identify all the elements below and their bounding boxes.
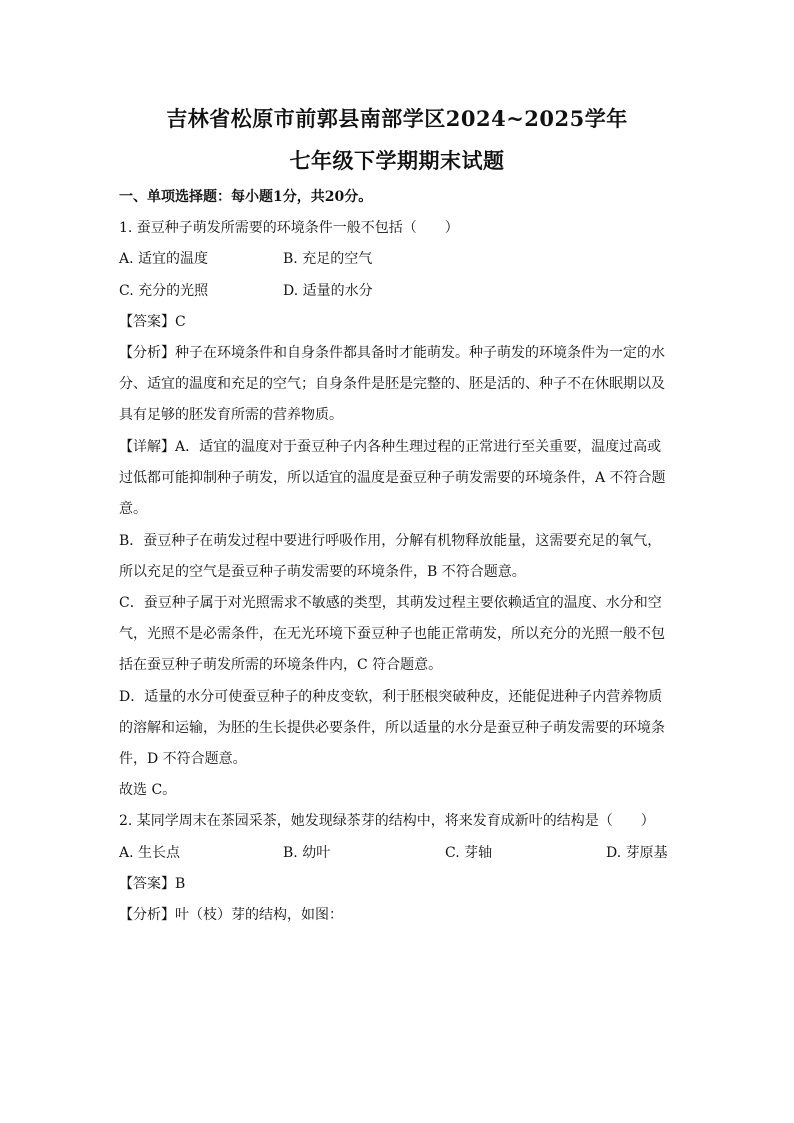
question-1-analysis-line: 分、适宜的温度和充足的空气；自身条件是胚是完整的、胚是活的、种子不在休眠期以及 <box>119 376 665 392</box>
question-2-stem: 2. 某同学周末在茶园采茶，她发现绿茶芽的结构中，将来发育成新叶的结构是（ ） <box>119 813 655 829</box>
question-1-option-a: A. 适宜的温度 <box>119 251 209 267</box>
question-1-detail-line: 气，光照不是必需条件，在无光环境下蚕豆种子也能正常萌发，所以充分的光照一般不包 <box>119 626 665 642</box>
section-heading: 一、单项选择题：每小题1分，共20分。 <box>119 189 373 205</box>
question-1-option-b: B. 充足的空气 <box>283 251 373 267</box>
question-1-option-d: D. 适量的水分 <box>283 283 373 299</box>
question-1-detail-line: 意。 <box>119 501 147 517</box>
question-2-option-b: B. 幼叶 <box>283 845 331 861</box>
question-1-analysis-line: 【分析】种子在环境条件和自身条件都具备时才能萌发。种子萌发的环境条件为一定的水 <box>119 345 665 361</box>
question-2-option-a: A. 生长点 <box>119 845 181 861</box>
question-2-option-d: D. 芽原基 <box>606 845 668 861</box>
question-1-conclusion: 故选 C。 <box>119 782 177 798</box>
question-1-detail-line: C．蚕豆种子属于对光照需求不敏感的类型，其萌发过程主要依赖适宜的温度、水分和空 <box>119 595 662 611</box>
question-1-detail-line: B．蚕豆种子在萌发过程中要进行呼吸作用，分解有机物释放能量，这需要充足的氧气， <box>119 533 662 549</box>
question-1-answer: 【答案】C <box>119 314 186 330</box>
question-1-option-c: C. 充分的光照 <box>119 283 209 299</box>
document-title-line1: 吉林省松原市前郭县南部学区2024~2025学年 <box>166 106 628 131</box>
question-1-detail-line: 的溶解和运输，为胚的生长提供必要条件，所以适量的水分是蚕豆种子萌发需要的环境条 <box>119 720 665 736</box>
question-1-detail-line: 过低都可能抑制种子萌发，所以适宜的温度是蚕豆种子萌发需要的环境条件，A 不符合题 <box>119 470 666 486</box>
question-2-option-c: C. 芽轴 <box>445 845 493 861</box>
question-1-detail-line: 件，D 不符合题意。 <box>119 751 247 767</box>
question-1-analysis-line: 具有足够的胚发育所需的营养物质。 <box>119 407 343 423</box>
question-1-detail-line: 所以充足的空气是蚕豆种子萌发需要的环境条件，B 不符合题意。 <box>119 564 526 580</box>
question-2-answer: 【答案】B <box>119 876 186 892</box>
document-title-line2: 七年级下学期期末试题 <box>289 148 505 173</box>
question-1-detail-line: 括在蚕豆种子萌发所需的环境条件内，C 符合题意。 <box>119 657 443 673</box>
question-2-analysis: 【分析】叶（枝）芽的结构，如图： <box>119 907 343 923</box>
question-1-detail-line: D．适量的水分可使蚕豆种子的种皮变软，利于胚根突破种皮，还能促进种子内营养物质 <box>119 689 663 705</box>
question-1-detail-line: 【详解】A．适宜的温度对于蚕豆种子内各种生理过程的正常进行至关重要，温度过高或 <box>119 439 662 455</box>
question-1-stem: 1. 蚕豆种子萌发所需要的环境条件一般不包括（ ） <box>119 220 459 236</box>
